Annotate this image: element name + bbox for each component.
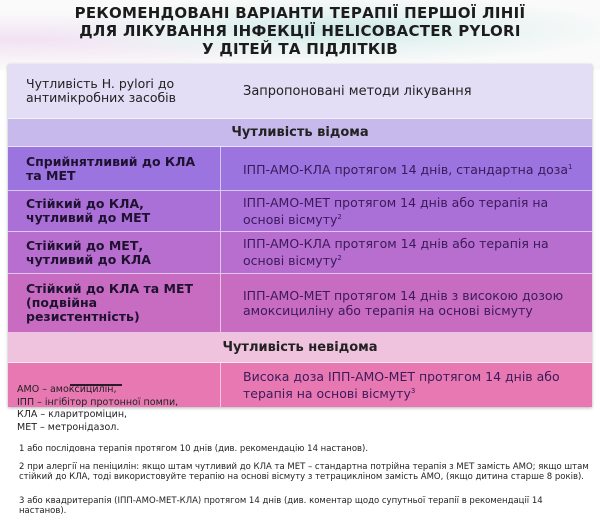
section-unknown: Чутливість невідома <box>8 333 592 363</box>
footnote-2: 2 при алергії на пеніцилін: якщо штам чутливий до КЛА та МЕТ – стандартна потрійна терапія з МЕТ замість АМО; якщо штам стійкий до КЛА, тоді використовуйте терапію на основі вісмуту з тетрацикліном замість АМО, (якщо дитина старше 8 років). <box>19 462 589 482</box>
legend-item: КЛА – кларитроміцин, <box>17 409 128 420</box>
footnote-3: 3 або квадритерапія (ІПП-АМО-МЕТ-КЛА) протягом 14 днів (див. коментар щодо супутньої терапії в рекомендації 14 настанов). <box>19 496 543 516</box>
page-title <box>0 4 600 58</box>
sensitivity-cell: Стійкий до КЛА, чутливий до МЕТ <box>8 191 221 231</box>
header-sensitivity: Чутливість H. pylori до антимікробних засобів <box>26 76 177 105</box>
therapy-text: ІПП-АМО-МЕТ протягом 14 днів з високою дозою амоксициліну або терапія на основі вісмуту <box>243 288 564 318</box>
legend-item: АМО – амоксицилін, <box>17 384 117 395</box>
therapy-text: ІПП-АМО-КЛА протягом 14 днів або терапія на основі вісмуту <box>243 236 549 269</box>
sensitivity-cell: Сприйнятливий до КЛА та МЕТ <box>8 147 221 190</box>
section-known: Чутливість відома <box>8 119 592 147</box>
title-line: ДЛЯ ЛІКУВАННЯ ІНФЕКЦІЇ HELICOBACTER PYLORI <box>79 22 521 40</box>
table-row <box>8 274 592 333</box>
header-methods: Запропоновані методи лікування <box>243 83 472 99</box>
sensitivity-cell: Стійкий до МЕТ, чутливий до КЛА <box>8 232 221 273</box>
table-header <box>8 64 592 119</box>
therapy-text: ІПП-АМО-МЕТ протягом 14 днів або терапія на основі вісмуту <box>243 194 549 228</box>
footnote-1: 1 або послідовна терапія протягом 10 днів (див. рекомендацію 14 настанов). <box>19 444 369 454</box>
sensitivity-cell: Стійкий до КЛА та МЕТ (подвійна резистентність) <box>8 274 221 332</box>
footnote-ref: 2 <box>337 254 342 263</box>
therapy-cell <box>221 147 592 190</box>
legend-item: МЕТ – метронідазол. <box>17 421 120 433</box>
footnote-ref: 2 <box>337 212 342 221</box>
table-row <box>8 147 592 191</box>
table-row <box>8 191 592 232</box>
abbreviation-legend <box>17 384 178 434</box>
footnote-ref: 3 <box>410 386 416 395</box>
legend-item: ІПП – інгібітор протонної помпи, <box>17 396 179 408</box>
therapy-cell <box>221 274 592 332</box>
title-line: РЕКОМЕНДОВАНІ ВАРІАНТИ ТЕРАПІЇ ПЕРШОЇ ЛІНІЇ <box>74 4 526 22</box>
therapy-cell <box>221 232 592 273</box>
table-row <box>8 232 592 274</box>
footnote-ref: 1 <box>568 162 573 171</box>
therapy-table <box>8 64 592 407</box>
therapy-cell <box>221 363 592 407</box>
therapy-text: Висока доза ІПП-АМО-МЕТ протягом 14 днів або терапія на основі вісмуту <box>243 368 560 402</box>
title-line: У ДІТЕЙ ТА ПІДЛІТКІВ <box>201 40 399 58</box>
therapy-text: ІПП-АМО-КЛА протягом 14 днів, стандартна доза <box>243 162 569 178</box>
therapy-cell <box>221 191 592 231</box>
